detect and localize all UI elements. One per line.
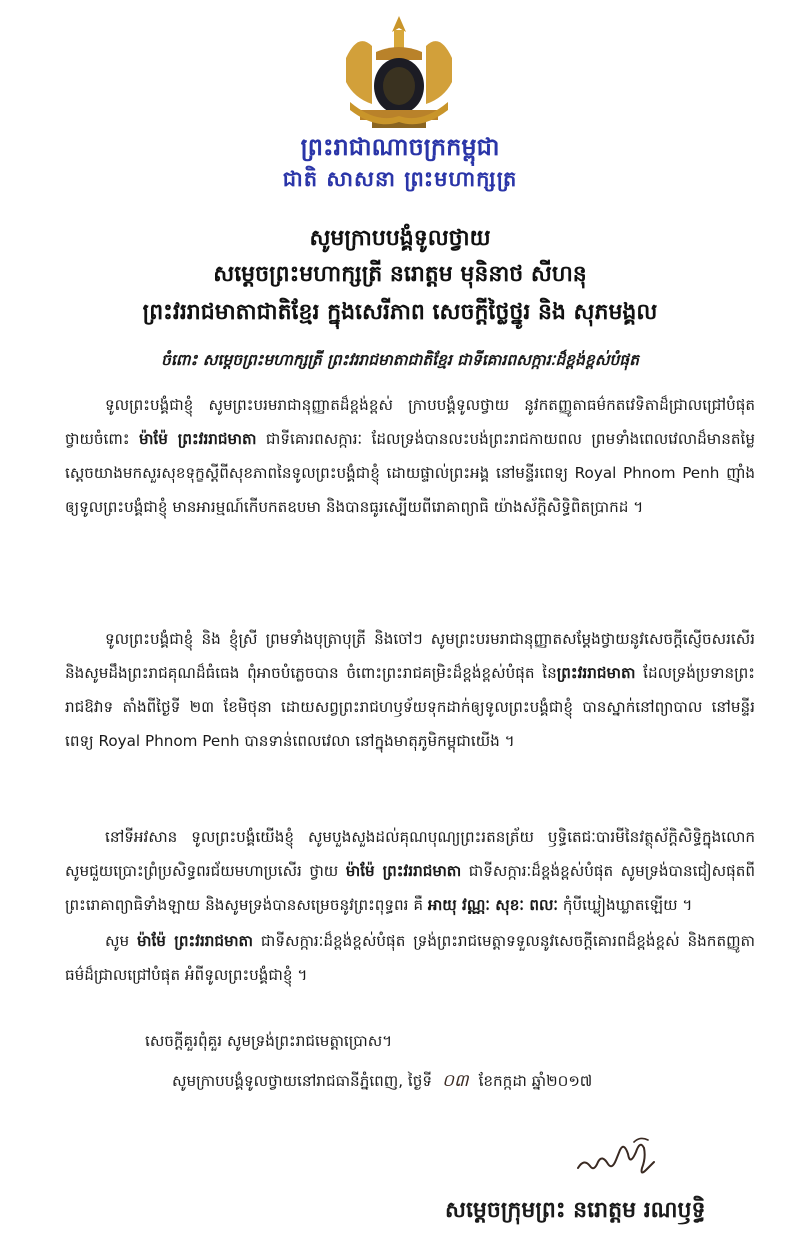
bold-honorific: ម៉ាម៉ែ ព្រះវររាជមាតា — [137, 932, 253, 950]
recipient-title: ព្រះវររាជមាតាជាតិខ្មែរ ក្នុងសេរីភាព សេចក្តីថ្លៃថ្នូរ និង សុភមង្គល — [142, 300, 658, 325]
body-paragraph-1: ទូលព្រះបង្គំជាខ្ញុំ សូមព្រះបរមរាជានុញ្ញាតដ៏ខ្ពង់ខ្ពស់ ក្រាបបង្គំទូលថ្វាយ នូវកតញ្ញូតាធម៌កតវេទិតាដ៏ជ្រាលជ្រៅបំផុត ថ្វាយចំពោះ ម៉ាម៉ែ ព្រះវររាជមាតា ជាទីគោរពសក្ការៈ ដែលទ្រង់បានលះបង់ព្រះរាជកាយពល ព្រមទាំងពេលវេលាដ៏មានតម្លៃ ស្តេចយាងមកសួរសុខទុក្ខស្តីពីសុខភាពនៃទូលព្រះបង្គំជាខ្ញុំ ដោយផ្ទាល់ព្រះអង្គ នៅមន្ទីរពេទ្យ Royal Phnom Penh ញ៉ាំងឲ្យទូលព្រះបង្គំជាខ្ញុំ មានអារម្មណ៍កើបកតឧបមា និងបានធូរស្បើយពីរោគាព្យាធិ យ៉ាងស័ក្តិសិទ្ធិពិតប្រាកដ ។ — [65, 396, 756, 516]
handwritten-day: ០៣ — [442, 1071, 469, 1091]
salutation-line: សូមក្រាបបង្គំទូលថ្វាយ — [309, 226, 491, 251]
bold-honorific: ព្រះវររាជមាតា — [556, 664, 636, 682]
bold-honorific: ម៉ាម៉ែ ព្រះវររាជមាតា — [345, 862, 462, 880]
kingdom-name: ព្រះរាជាណាចក្រកម្ពុជា — [300, 133, 500, 161]
royal-coat-of-arms-icon — [336, 12, 462, 130]
body-paragraph-2: ទូលព្រះបង្គំជាខ្ញុំ និង ខ្ញុំស្រី ព្រមទាំងបុត្រាបុត្រី និងចៅៗ សូមព្រះបរមរាជានុញ្ញាតសម្តែងថ្វាយនូវសេចក្តីស្ញើចសរសើរ និងសូមដឹងព្រះរាជគុណដ៏ធំធេង ពុំអាចបំភ្លេចបាន ចំពោះព្រះរាជគម្រិះដ៏ខ្ពង់ខ្ពស់បំផុត នៃព្រះវររាជមាតា ដែលទ្រង់ប្រទានព្រះរាជឱវាទ តាំងពីថ្ងៃទី ២៣ ខែមិថុនា ដោយសព្វព្រះរាជហឫទ័យទុកដាក់ឲ្យទូលព្រះបង្គំជាខ្ញុំ បានស្នាក់នៅព្យាបាល នៅមន្ទីរពេទ្យ Royal Phnom Penh បានទាន់ពេលវេលា នៅក្នុងមាតុភូមិកម្ពុជាយើង ។ — [65, 630, 755, 750]
address-subtitle: ចំពោះ សម្តេចព្រះមហាក្សត្រី ព្រះវររាជមាតាជាតិខ្មែរ ជាទីគោរពសក្ការៈដ៏ខ្ពង់ខ្ពស់បំផុត — [161, 351, 639, 369]
body-paragraph-3: នៅទីអវសាន ទូលព្រះបង្គំយើងខ្ញុំ សូមបួងសួងដល់គុណបុណ្យព្រះរតនត្រ័យ ឫទ្ធិតេជៈបារមីនៃវត្ថុស័ក្តិសិទ្ធិក្នុងលោក សូមជួយប្រោះព្រំប្រសិទ្ធពរជ័យមហាប្រសើរ ថ្វាយ ម៉ាម៉ែ ព្រះវររាជមាតា ជាទីសក្ការៈដ៏ខ្ពង់ខ្ពស់បំផុត សូមទ្រង់បានជៀសផុតពីព្រះរោគាព្យាធិទាំងឡាយ និងសូមទ្រង់បានសម្រេចនូវព្រះពុទ្ធពរ គឺ អាយុ វណ្ណៈ សុខៈ ពលៈ កុំបីឃ្លៀងឃ្លាតឡើយ ។ — [65, 828, 756, 914]
signer-name: សម្តេចក្រុមព្រះ នរោត្តម រណឫទ្ធិ — [445, 1198, 706, 1223]
handwritten-signature-icon — [570, 1132, 690, 1182]
date-line: សូមក្រាបបង្គំទូលថ្វាយនៅរាជធានីភ្នំពេញ, ថ្ងៃទី ០៣ ខែកក្កដា ឆ្នាំ២០១៧ — [172, 1071, 593, 1091]
recipient-name: សម្តេចព្រះមហាក្សត្រី នរោត្តម មុនិនាថ សីហនុ — [213, 262, 587, 287]
closing-line: សេចក្តីគួរពុំគួរ សូមទ្រង់ព្រះរាជមេត្តាប្រោស។ — [145, 1032, 393, 1050]
bold-blessing: អាយុ វណ្ណៈ សុខៈ ពលៈ — [427, 896, 559, 914]
body-paragraph-4: សូម ម៉ាម៉ែ ព្រះវររាជមាតា ជាទីសក្ការៈដ៏ខ្ពង់ខ្ពស់បំផុត ទ្រង់ព្រះរាជមេត្តាទទួលនូវសេចក្តីគោរពដ៏ខ្ពង់ខ្ពស់ និងកតញ្ញូតាធម៌ដ៏ជ្រាលជ្រៅបំផុត អំពីទូលព្រះបង្គំជាខ្ញុំ ។ — [65, 932, 756, 984]
national-motto: ជាតិ សាសនា ព្រះមហាក្សត្រ — [282, 167, 518, 191]
bold-honorific: ម៉ាម៉ែ ព្រះវររាជមាតា — [138, 430, 257, 448]
